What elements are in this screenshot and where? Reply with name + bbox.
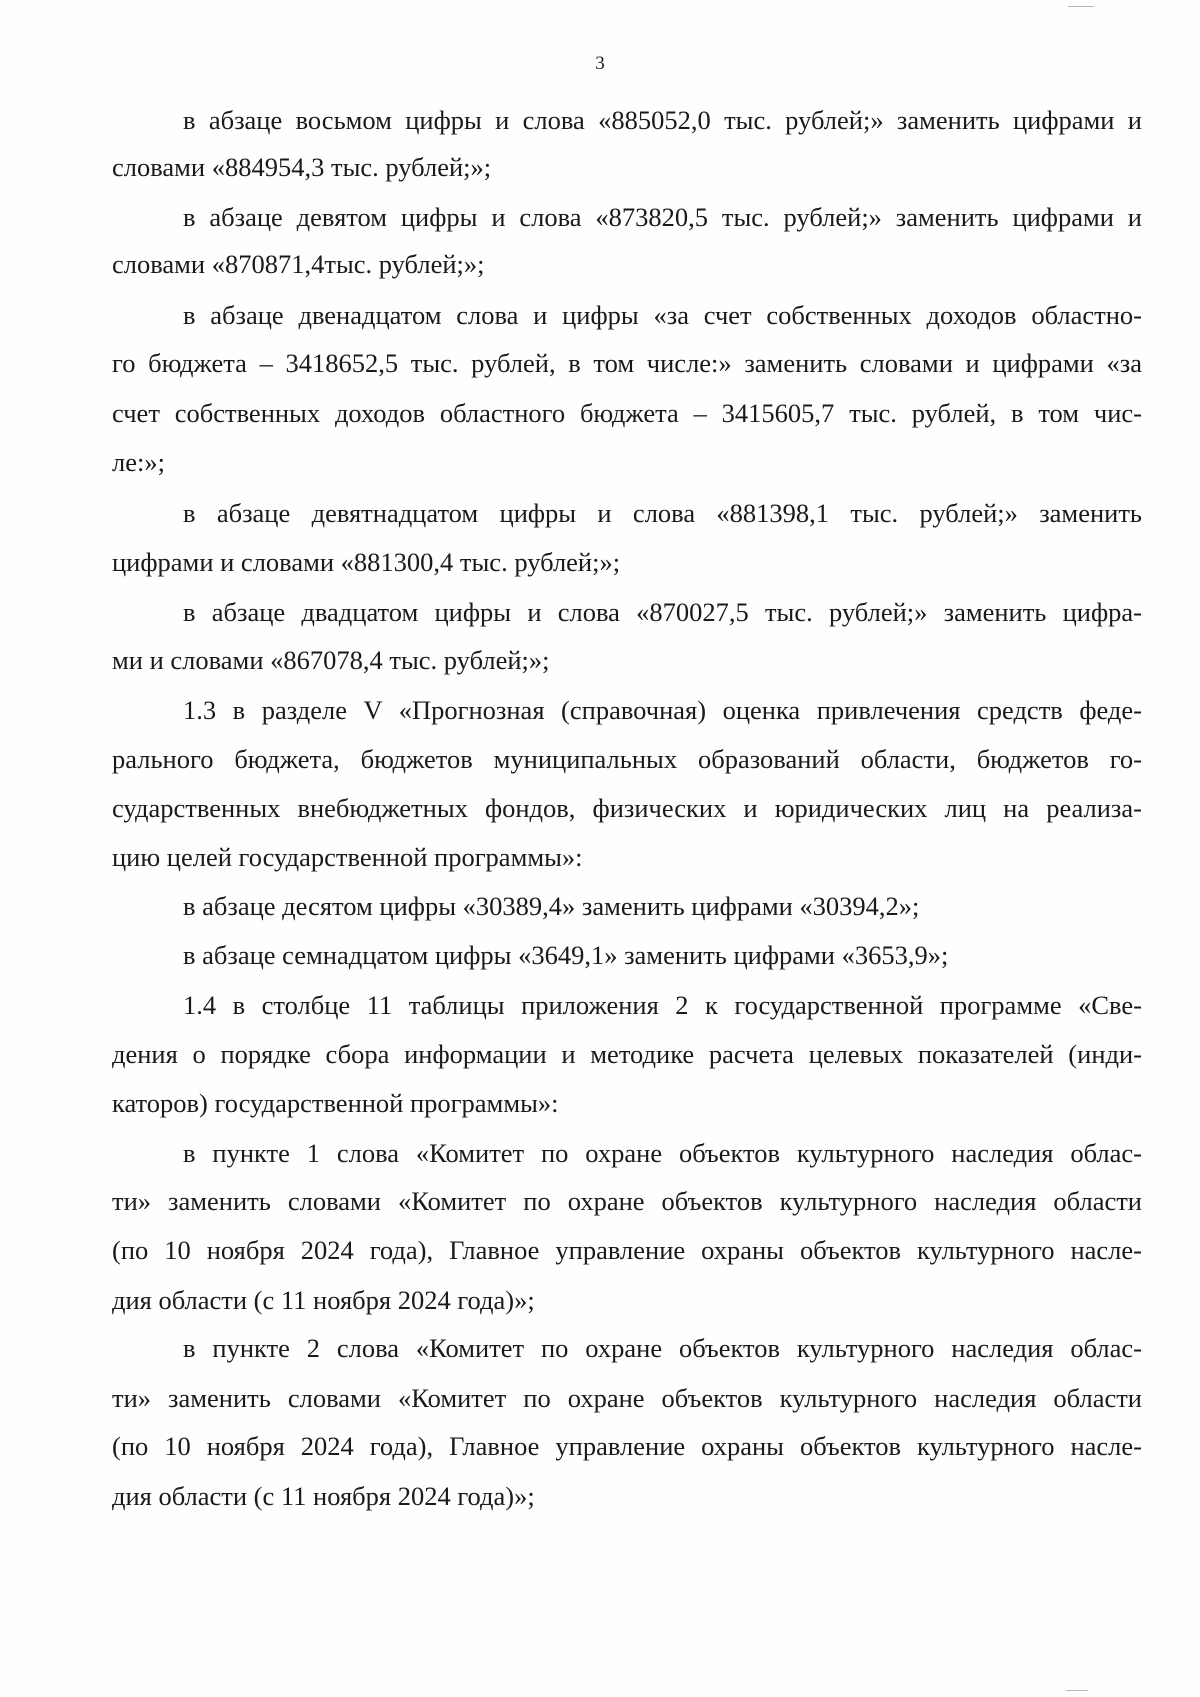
text-line: в абзаце двадцатом цифры и слова «870027,5 тыс. рублей;» заменить цифра- — [183, 597, 1142, 627]
text-line: 1.4 в столбце 11 таблицы приложения 2 к государственной программе «Све- — [183, 990, 1142, 1020]
text-line: (по 10 ноября 2024 года), Главное управление охраны объектов культурного насле- — [112, 1235, 1142, 1265]
text-line: в абзаце десятом цифры «30389,4» заменить цифрами «30394,2»; — [183, 891, 920, 921]
text-line: в абзаце девятнадцатом цифры и слова «881398,1 тыс. рублей;» заменить — [183, 498, 1142, 528]
text-line: в абзаце восьмом цифры и слова «885052,0 тыс. рублей;» заменить цифрами и — [183, 105, 1142, 135]
text-line: (по 10 ноября 2024 года), Главное управление охраны объектов культурного насле- — [112, 1431, 1142, 1461]
text-line: го бюджета – 3418652,5 тыс. рублей, в том числе:» заменить словами и цифрами «за — [112, 348, 1142, 378]
text-line: в пункте 1 слова «Комитет по охране объектов культурного наследия облас- — [183, 1138, 1142, 1168]
text-line: дия области (с 11 ноября 2024 года)»; — [112, 1285, 535, 1315]
text-line: в абзаце двенадцатом слова и цифры «за счет собственных доходов областно- — [183, 300, 1142, 330]
text-line: ти» заменить словами «Комитет по охране объектов культурного наследия области — [112, 1383, 1142, 1413]
text-line: дения о порядке сбора информации и методике расчета целевых показателей (инди- — [112, 1039, 1142, 1069]
text-line: ти» заменить словами «Комитет по охране объектов культурного наследия области — [112, 1186, 1142, 1216]
scan-mark-top-right — [1068, 6, 1094, 7]
text-line: ми и словами «867078,4 тыс. рублей;»; — [112, 645, 550, 675]
text-line: дия области (с 11 ноября 2024 года)»; — [112, 1481, 535, 1511]
text-line: цию целей государственной программы»: — [112, 842, 583, 872]
text-line: сударственных внебюджетных фондов, физических и юридических лиц на реализа- — [112, 793, 1142, 823]
text-line: в пункте 2 слова «Комитет по охране объектов культурного наследия облас- — [183, 1333, 1142, 1363]
text-line: счет собственных доходов областного бюджета – 3415605,7 тыс. рублей, в том чис- — [112, 398, 1142, 428]
text-line: словами «884954,3 тыс. рублей;»; — [112, 152, 492, 182]
text-line: рального бюджета, бюджетов муниципальных образований области, бюджетов го- — [112, 744, 1142, 774]
text-line: в абзаце семнадцатом цифры «3649,1» заменить цифрами «3653,9»; — [183, 940, 949, 970]
text-line: каторов) государственной программы»: — [112, 1088, 559, 1118]
text-line: ле:»; — [112, 447, 165, 477]
page-number: 3 — [595, 53, 605, 74]
text-line: цифрами и словами «881300,4 тыс. рублей;»; — [112, 547, 621, 577]
text-line: словами «870871,4тыс. рублей;»; — [112, 249, 485, 279]
scan-mark-bottom-right — [1066, 1690, 1088, 1691]
text-line: в абзаце девятом цифры и слова «873820,5 тыс. рублей;» заменить цифрами и — [183, 202, 1142, 232]
text-line: 1.3 в разделе V «Прогнозная (справочная) оценка привлечения средств феде- — [183, 695, 1142, 725]
